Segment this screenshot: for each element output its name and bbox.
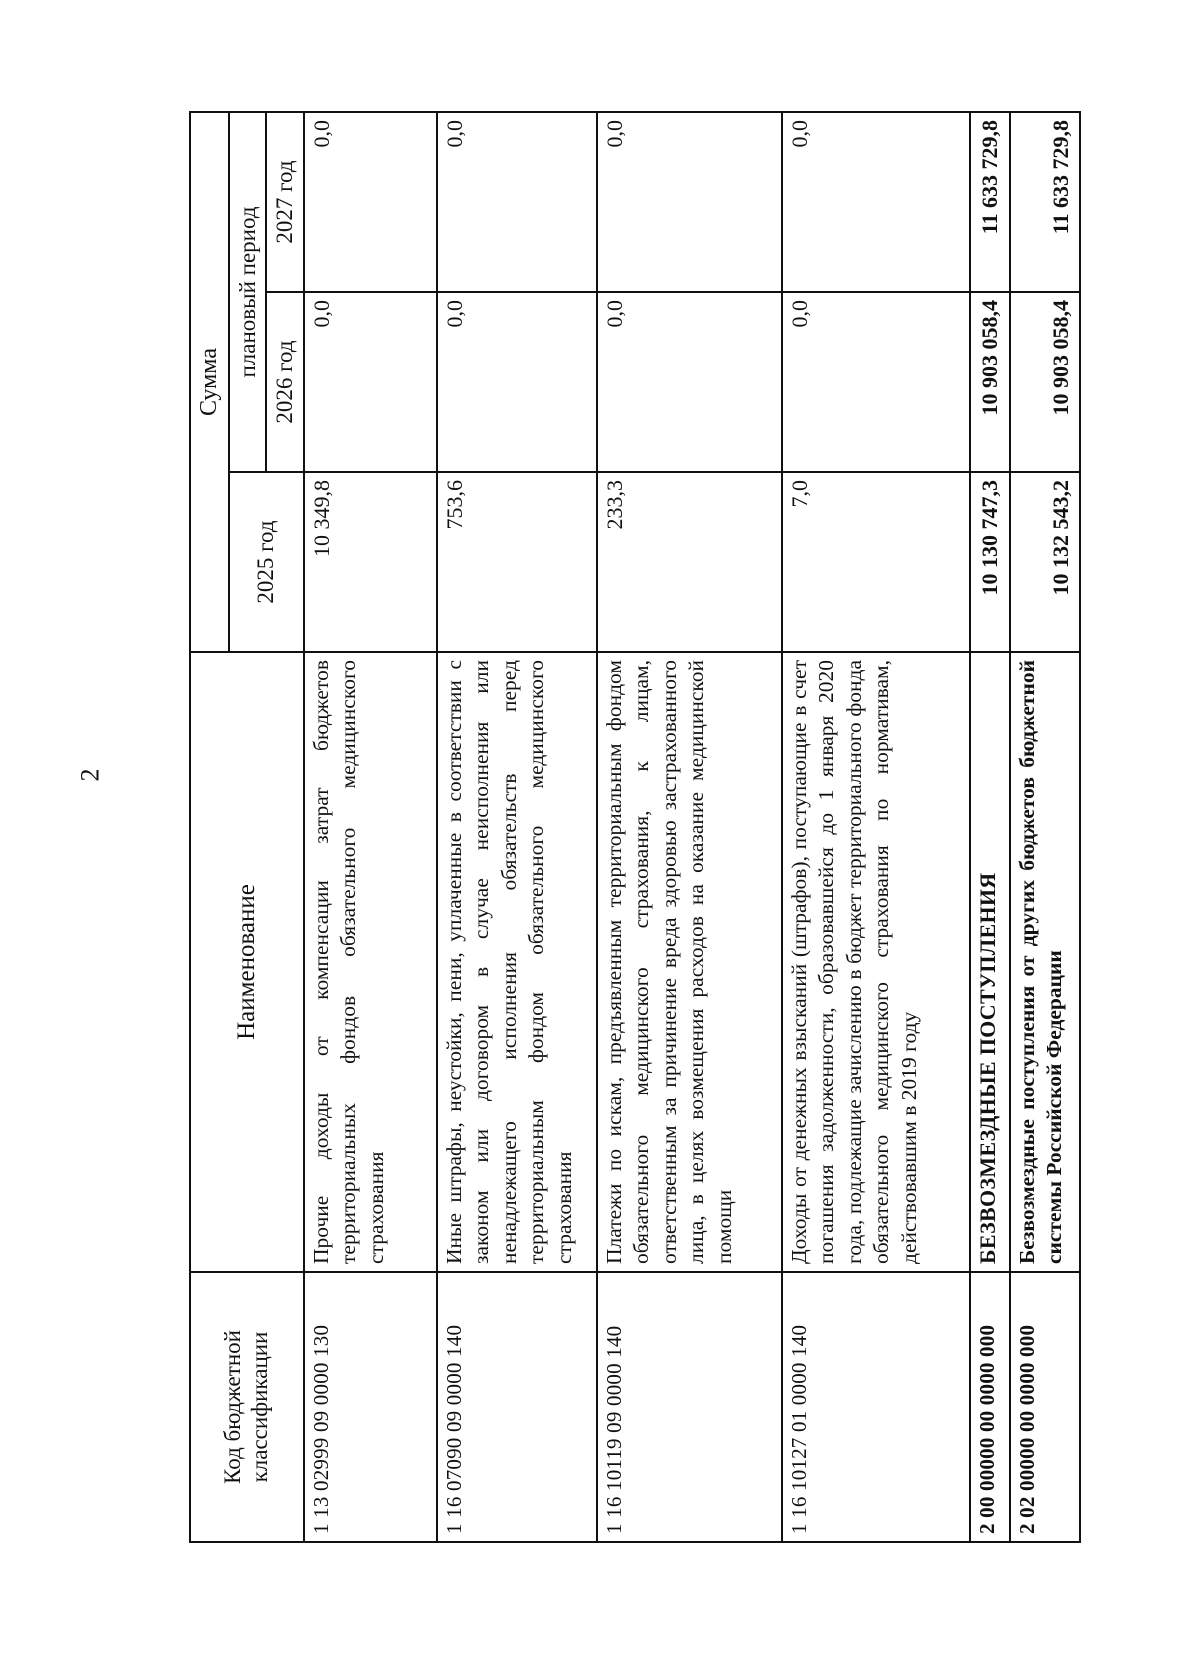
row-value-2027: 0,0 [304,112,437,292]
row-code: 1 13 02999 09 0000 130 [304,1272,437,1542]
row-value-2025: 10 130 747,3 [970,472,1010,652]
row-value-2025: 7,0 [782,472,970,652]
row-value-2027: 0,0 [782,112,970,292]
budget-revenue-table [189,111,1081,1543]
row-code: 2 02 00000 00 0000 000 [1010,1272,1080,1542]
table-row-total [970,112,1010,1542]
row-value-2027: 0,0 [437,112,597,292]
row-value-2027: 11 633 729,8 [1010,112,1080,292]
row-name: Прочие доходы от компенсации затрат бюджетов территориальных фондов обязательного медицинского страхования [304,652,437,1272]
row-value-2026: 0,0 [304,292,437,472]
row-name: БЕЗВОЗМЕЗДНЫЕ ПОСТУПЛЕНИЯ [970,652,1010,1272]
header-year-2027: 2027 год [266,112,303,292]
rotated-table-container [189,113,1074,1543]
header-planning-period: плановый период [229,112,266,472]
table-header [190,112,304,1542]
table-row [782,112,970,1542]
row-code: 2 00 00000 00 0000 000 [970,1272,1010,1542]
row-value-2026: 10 903 058,4 [1010,292,1080,472]
row-name: Безвозмездные поступления от других бюджетов бюджетной системы Российской Федерации [1010,652,1080,1272]
row-value-2027: 11 633 729,8 [970,112,1010,292]
row-value-2026: 0,0 [782,292,970,472]
table-row-subtotal [1010,112,1080,1542]
row-name: Доходы от денежных взысканий (штрафов), поступающие в счет погашения задолженности, образовавшейся до 1 января 2020 года, подлежащие зачислению в бюджет территориального фонда обязательного медицинского страхования по нормативам, действовавшим в 2019 году [782,652,970,1272]
row-value-2027: 0,0 [597,112,782,292]
row-value-2025: 233,3 [597,472,782,652]
header-code: Код бюджетной классификации [190,1272,304,1542]
table-row [304,112,437,1542]
row-value-2025: 753,6 [437,472,597,652]
table-row [597,112,782,1542]
row-name: Иные штрафы, неустойки, пени, уплаченные в соответствии с законом или договором в случае неисполнения или ненадлежащего исполнения обязательств перед территориальным фондом обязательного медицинского страхования [437,652,597,1272]
row-code: 1 16 10127 01 0000 140 [782,1272,970,1542]
row-name: Платежи по искам, предъявленным территориальным фондом обязательного медицинского страхования, к лицам, ответственным за причинение вреда здоровью застрахованного лица, в целях возмещения расходов на оказание медицинской помощи [597,652,782,1272]
header-name: Наименование [190,652,304,1272]
row-value-2026: 0,0 [597,292,782,472]
header-sum: Сумма [190,112,229,652]
row-value-2026: 10 903 058,4 [970,292,1010,472]
page-number: 2 [75,768,105,782]
row-value-2025: 10 349,8 [304,472,437,652]
row-code: 1 16 07090 09 0000 140 [437,1272,597,1542]
row-value-2025: 10 132 543,2 [1010,472,1080,652]
row-code: 1 16 10119 09 0000 140 [597,1272,782,1542]
header-year-2025: 2025 год [229,472,304,652]
header-year-2026: 2026 год [266,292,303,472]
table-body [304,112,1080,1542]
table-row [437,112,597,1542]
row-value-2026: 0,0 [437,292,597,472]
